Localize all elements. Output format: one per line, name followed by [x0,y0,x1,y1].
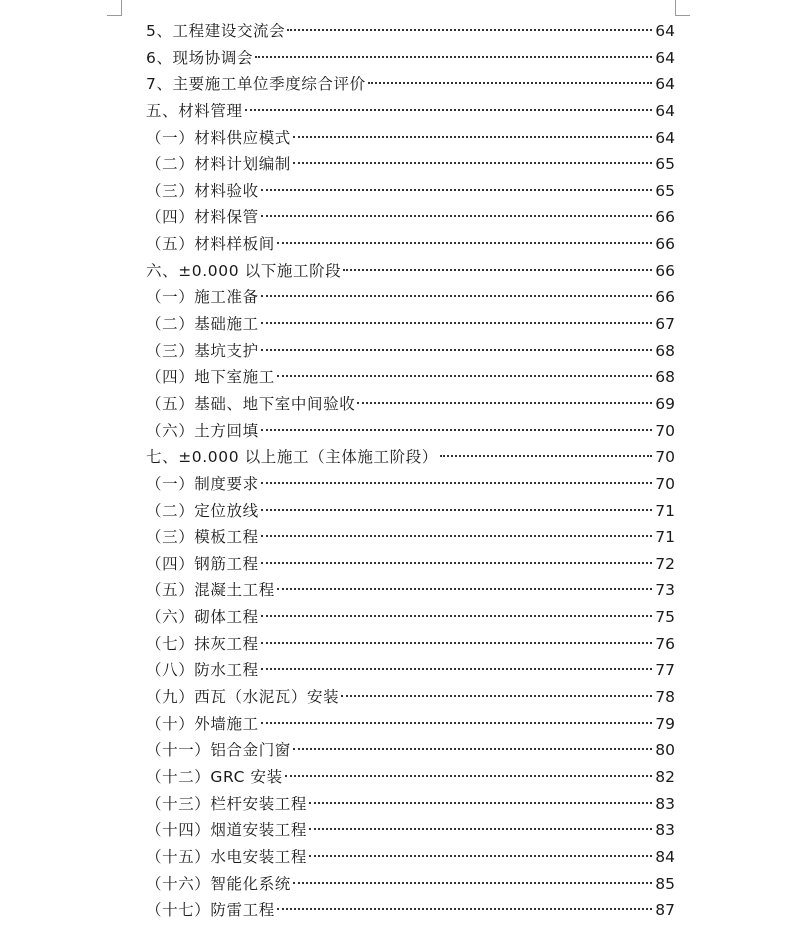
toc-entry-title: （六）土方回填 [146,421,259,440]
toc-entry-page-number: 87 [655,901,675,920]
toc-dot-leader [357,402,652,404]
toc-dot-leader [245,109,653,111]
toc-entry[interactable] [146,844,675,871]
toc-entry-title: （八）防水工程 [146,661,259,680]
toc-entry-title: （五）混凝土工程 [146,581,275,600]
toc-entry-title: （十）外墙施工 [146,714,259,733]
toc-entry-title: 七、±0.000 以上施工（主体施工阶段） [146,448,438,467]
toc-entry-page-number: 84 [655,847,675,866]
toc-dot-leader [261,668,653,670]
toc-dot-leader [440,455,652,457]
toc-entry-title: （二）基础施工 [146,315,259,334]
toc-entry-page-number: 70 [655,474,675,493]
page-corner-mark-right [675,0,690,16]
toc-entry[interactable] [146,18,675,45]
toc-dot-leader [368,82,653,84]
toc-entry[interactable] [146,98,675,125]
toc-entry[interactable] [146,897,675,924]
toc-entry[interactable] [146,45,675,72]
toc-entry[interactable] [146,178,675,205]
toc-entry[interactable] [146,151,675,178]
toc-entry[interactable] [146,284,675,311]
toc-dot-leader [293,162,652,164]
toc-entry-page-number: 64 [655,48,675,67]
toc-entry-title: （四）钢筋工程 [146,554,259,573]
toc-entry-title: （十一）铝合金门窗 [146,741,291,760]
toc-entry[interactable] [146,258,675,285]
toc-entry-title: （六）砌体工程 [146,608,259,627]
toc-dot-leader [277,588,652,590]
toc-entry-title: （二）定位放线 [146,501,259,520]
toc-entry[interactable] [146,418,675,445]
toc-dot-leader [309,802,652,804]
toc-entry[interactable] [146,684,675,711]
toc-entry[interactable] [146,391,675,418]
toc-dot-leader [261,189,653,191]
toc-entry-page-number: 64 [655,101,675,120]
toc-entry-page-number: 73 [655,581,675,600]
toc-entry[interactable] [146,631,675,658]
toc-entry-title: （十四）烟道安装工程 [146,821,308,840]
toc-entry[interactable] [146,577,675,604]
toc-dot-leader [287,29,652,31]
toc-entry-title: （十五）水电安装工程 [146,847,308,866]
toc-dot-leader [293,748,652,750]
toc-entry-title: 五、材料管理 [146,101,243,120]
toc-entry-page-number: 79 [655,714,675,733]
toc-entry-page-number: 64 [655,22,675,40]
toc-entry[interactable] [146,711,675,738]
toc-entry[interactable] [146,764,675,791]
toc-entry-page-number: 64 [655,128,675,147]
toc-dot-leader [261,322,653,324]
toc-entry-title: 六、±0.000 以下施工阶段 [146,261,342,280]
toc-entry[interactable] [146,444,675,471]
toc-entry-page-number: 72 [655,554,675,573]
toc-entry[interactable] [146,364,675,391]
toc-entry-title: （一）材料供应模式 [146,128,291,147]
toc-dot-leader [293,136,652,138]
toc-entry[interactable] [146,204,675,231]
toc-dot-leader [277,375,652,377]
toc-entry-page-number: 80 [655,741,675,760]
toc-entry-title: （三）材料验收 [146,181,259,200]
toc-entry-title: （一）施工准备 [146,288,259,307]
toc-entry-title: （五）基础、地下室中间验收 [146,394,356,413]
toc-dot-leader [277,242,652,244]
toc-entry-title: （九）西瓦（水泥瓦）安装 [146,688,340,707]
toc-entry-page-number: 66 [655,288,675,307]
toc-entry-title: （三）基坑支护 [146,341,259,360]
toc-dot-leader [309,828,652,830]
toc-entry-page-number: 76 [655,634,675,653]
toc-entry[interactable] [146,817,675,844]
toc-entry-page-number: 70 [655,421,675,440]
toc-dot-leader [261,642,653,644]
toc-entry[interactable] [146,231,675,258]
toc-entry-page-number: 66 [655,261,675,280]
toc-entry-page-number: 77 [655,661,675,680]
toc-entry-title: 7、主要施工单位季度综合评价 [146,75,366,94]
toc-dot-leader [255,56,652,58]
toc-entry-page-number: 65 [655,181,675,200]
toc-dot-leader [293,882,652,884]
toc-dot-leader [285,775,653,777]
toc-entry-title: （十六）智能化系统 [146,874,291,893]
toc-entry-title: （四）地下室施工 [146,368,275,387]
toc-dot-leader [261,482,653,484]
toc-entry-title: （五）材料样板间 [146,235,275,254]
toc-entry-page-number: 78 [655,688,675,707]
toc-entry-title: （十三）栏杆安装工程 [146,794,308,813]
toc-dot-leader [261,349,653,351]
toc-dot-leader [261,722,653,724]
toc-entry-page-number: 68 [655,368,675,387]
toc-dot-leader [261,615,653,617]
toc-dot-leader [261,429,653,431]
toc-dot-leader [343,269,652,271]
toc-entry[interactable] [146,471,675,498]
toc-entry-page-number: 66 [655,235,675,254]
toc-entry-page-number: 85 [655,874,675,893]
toc-dot-leader [261,562,653,564]
toc-dot-leader [277,908,652,910]
toc-entry[interactable] [146,791,675,818]
toc-entry[interactable] [146,125,675,152]
toc-dot-leader [309,855,652,857]
toc-entry[interactable] [146,657,675,684]
toc-entry[interactable] [146,524,675,551]
toc-entry[interactable] [146,551,675,578]
toc-entry-title: 5、工程建设交流会 [146,22,286,40]
toc-entry[interactable] [146,71,675,98]
toc-dot-leader [261,295,653,297]
toc-entry-page-number: 83 [655,821,675,840]
toc-entry-page-number: 69 [655,394,675,413]
toc-entry-page-number: 82 [655,767,675,786]
toc-entry-page-number: 71 [655,501,675,520]
toc-entry[interactable] [146,737,675,764]
toc-entry[interactable] [146,604,675,631]
toc-entry-page-number: 70 [655,448,675,467]
toc-entry-page-number: 67 [655,315,675,334]
toc-entry-title: （七）抹灰工程 [146,634,259,653]
toc-entry-page-number: 71 [655,528,675,547]
toc-entry-page-number: 64 [655,75,675,94]
toc-entry[interactable] [146,338,675,365]
toc-entry-title: （二）材料计划编制 [146,155,291,174]
toc-entry-title: （一）制度要求 [146,474,259,493]
toc-entry-page-number: 83 [655,794,675,813]
toc-dot-leader [261,509,653,511]
toc-entry[interactable] [146,871,675,898]
table-of-contents [146,18,675,924]
toc-entry-title: （十二）GRC 安装 [146,767,283,786]
toc-dot-leader [261,215,653,217]
page-corner-mark-left [107,0,122,16]
toc-entry[interactable] [146,498,675,525]
toc-entry-page-number: 75 [655,608,675,627]
toc-dot-leader [261,535,653,537]
toc-entry-page-number: 68 [655,341,675,360]
toc-entry-title: （四）材料保管 [146,208,259,227]
toc-entry-title: 6、现场协调会 [146,48,254,67]
toc-entry[interactable] [146,311,675,338]
toc-entry-page-number: 66 [655,208,675,227]
toc-entry-title: （十七）防雷工程 [146,901,275,920]
toc-dot-leader [341,695,652,697]
toc-entry-page-number: 65 [655,155,675,174]
toc-entry-title: （三）模板工程 [146,528,259,547]
